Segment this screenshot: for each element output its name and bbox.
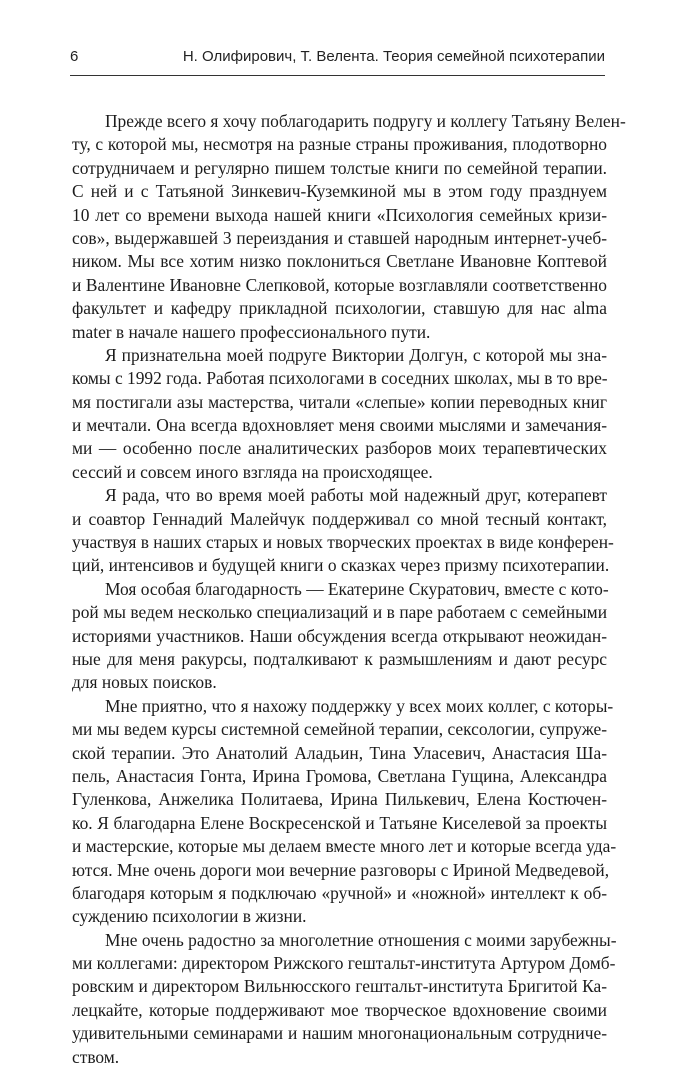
text-line: Я признательна моей подруге Виктории Долгун, с которой мы зна-: [105, 344, 607, 365]
text-line: участвуя в наших старых и новых творческих проектах в виде конферен-: [72, 532, 614, 553]
text-line: пель, Анастасия Гонта, Ирина Громова, Светлана Гущина, Александра: [72, 765, 607, 786]
text-line: и Валентине Ивановне Слепковой, которые возглавляли соответственно: [72, 274, 607, 295]
paragraph: [72, 110, 626, 344]
text-line: ником. Мы все хотим низко поклониться Светлане Ивановне Коптевой: [72, 251, 607, 272]
text-line: ются. Мне очень дороги мои вечерние разговоры с Ириной Медведевой,: [72, 859, 610, 880]
text-line: 10 лет со времени выхода нашей книги «Психология семейных кризи-: [72, 204, 607, 225]
text-line: факультет и кафедру прикладной психологии, ставшую для нас alma: [72, 298, 607, 319]
text-line: сессий и совсем иного взгляда на происходящее.: [72, 461, 433, 482]
text-line: сотрудничаем и регулярно пишем толстые книги по семейной терапии.: [72, 157, 607, 178]
running-title: Н. Олифирович, Т. Велента. Теория семейной психотерапии: [182, 48, 605, 65]
text-line: ми — особенно после аналитических разборов моих терапевтических: [72, 438, 607, 459]
paragraph: [72, 695, 617, 929]
text-line: С ней и с Татьяной Зинкевич-Куземкиной мы в этом году празднуем: [72, 181, 607, 202]
text-line: ту, с которой мы, несмотря на разные страны проживания, плодотворно: [72, 134, 607, 155]
body-text: [72, 110, 626, 1069]
text-line: mater в начале нашего профессионального пути.: [72, 321, 431, 342]
text-line: и мечтали. Она всегда вдохновляет меня своими мыслями и замечания-: [72, 415, 607, 436]
text-line: ровским и директором Вильнюсского гештальт-института Бригитой Ка-: [72, 976, 607, 997]
text-line: благодаря которым я подключаю «ручной» и «ножной» интеллект к об-: [72, 882, 607, 903]
page-number: 6: [70, 48, 79, 65]
running-head: [70, 47, 605, 73]
text-line: Прежде всего я хочу поблагодарить подругу и коллегу Татьяну Велен-: [105, 111, 626, 131]
text-line: рой мы ведем несколько специализаций и в паре работаем с семейными: [72, 602, 607, 623]
text-line: ми коллегами: директором Рижского гештальт-института Артуром Домб-: [72, 953, 616, 974]
text-line: ко. Я благодарна Елене Воскресенской и Татьяне Киселевой за проекты: [72, 812, 607, 833]
text-line: для новых поисков.: [72, 672, 217, 693]
text-line: Мне очень радостно за многолетние отношения с моими зарубежны-: [105, 929, 617, 950]
text-line: ской терапии. Это Анатолий Аладьин, Тина Уласевич, Анастасия Ша-: [72, 742, 607, 763]
text-line: суждению психологии в жизни.: [72, 906, 307, 927]
paragraph: [72, 929, 617, 1069]
text-line: ные для меня ракурсы, подталкивают к размышлениям и дают ресурс: [72, 648, 607, 669]
text-line: удивительными семинарами и нашим многонациональным сотрудниче-: [72, 1023, 607, 1044]
text-line: и мастерские, которые мы делаем вместе много лет и которые всегда уда-: [72, 836, 617, 857]
text-line: Мне приятно, что я нахожу поддержку у всех моих коллег, с которы-: [105, 695, 614, 716]
text-line: историями участников. Наши обсуждения всегда открывают неожидан-: [72, 625, 607, 646]
text-line: ций, интенсивов и будущей книги о сказках через призму психотерапии.: [72, 555, 610, 576]
paragraph: [72, 578, 607, 695]
text-line: Я рада, что во время моей работы мой надежный друг, котерапевт: [105, 485, 607, 506]
paragraph: [72, 344, 607, 484]
text-line: ми мы ведем курсы системной семейной терапии, сексологии, супруже-: [72, 719, 607, 740]
text-line: лецкайте, которые поддерживают мое творческое вдохновение своими: [72, 999, 607, 1020]
header-rule: [70, 75, 605, 76]
text-line: Гуленкова, Анжелика Политаева, Ирина Пилькевич, Елена Костючен-: [72, 789, 607, 810]
text-line: комы с 1992 года. Работая психологами в соседних школах, мы в то вре-: [72, 368, 608, 389]
text-line: Моя особая благодарность — Екатерине Скуратович, вместе с кото-: [105, 578, 609, 599]
paragraph: [72, 484, 614, 578]
text-line: и соавтор Геннадий Малейчук поддерживал со мной тесный контакт,: [72, 508, 607, 529]
text-line: мя постигали азы мастерства, читали «слепые» копии переводных книг: [72, 391, 607, 412]
text-line: сов», выдержавшей 3 переиздания и ставшей народным интернет-учеб-: [72, 227, 607, 248]
text-line: ством.: [72, 1046, 120, 1067]
